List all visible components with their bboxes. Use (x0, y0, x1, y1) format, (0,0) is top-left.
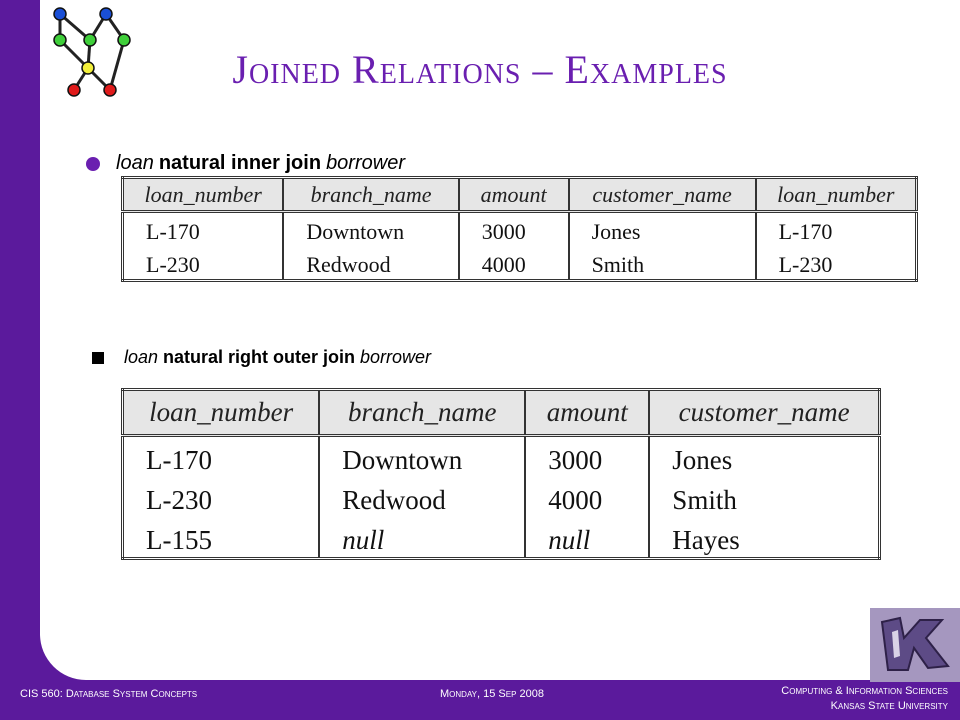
bullet2-rel1: loan (124, 347, 159, 367)
bullet-inner-join (86, 152, 405, 175)
footer-course: CIS 560: Database System Concepts (20, 688, 198, 700)
table-row (123, 477, 880, 517)
table-cell: L-155 (123, 517, 320, 559)
table-cell-null: null (319, 517, 525, 559)
footer-institution (781, 684, 948, 714)
table-cell: Smith (569, 246, 756, 281)
table-cell: Hayes (649, 517, 879, 559)
column-header: customer_name (649, 390, 879, 436)
bullet2-rel2: borrower (360, 347, 432, 367)
table-cell: Jones (569, 212, 756, 247)
table-cell: L-170 (756, 212, 917, 247)
table-cell: L-170 (123, 436, 320, 478)
table-cell: L-230 (123, 246, 284, 281)
bullet1-operator: natural inner join (158, 152, 322, 174)
table-row (123, 436, 880, 478)
table-cell: 4000 (525, 477, 649, 517)
table-cell: Redwood (283, 246, 458, 281)
kstate-powercat-logo-icon (870, 608, 960, 682)
table-cell: Redwood (319, 477, 525, 517)
table-cell: L-230 (756, 246, 917, 281)
bullet-right-outer-join (92, 347, 431, 368)
table-cell: L-230 (123, 477, 320, 517)
bullet1-rel2: borrower (326, 152, 405, 174)
table-header-row (123, 178, 917, 212)
footer-dept: Computing & Information Sciences (781, 685, 948, 697)
inner-join-result-table (121, 176, 918, 282)
column-header: amount (459, 178, 569, 212)
round-bullet-icon (86, 157, 100, 171)
column-header: amount (525, 390, 649, 436)
column-header: loan_number (123, 178, 284, 212)
bullet1-rel1: loan (116, 152, 154, 174)
column-header: customer_name (569, 178, 756, 212)
table-cell-null: null (525, 517, 649, 559)
slide-title: Joined Relations – Examples (232, 47, 728, 92)
column-header: branch_name (283, 178, 458, 212)
column-header: branch_name (319, 390, 525, 436)
table-row (123, 246, 917, 281)
table-header-row (123, 390, 880, 436)
footer-date: Monday, 15 Sep 2008 (440, 688, 544, 700)
table-cell: L-170 (123, 212, 284, 247)
footer-bar (0, 680, 960, 720)
table-cell: Smith (649, 477, 879, 517)
column-header: loan_number (123, 390, 320, 436)
table-cell: Downtown (283, 212, 458, 247)
table-cell: 3000 (459, 212, 569, 247)
table-cell: Downtown (319, 436, 525, 478)
table-cell: 4000 (459, 246, 569, 281)
column-header: loan_number (756, 178, 917, 212)
footer-univ: Kansas State University (830, 700, 948, 712)
square-bullet-icon (92, 352, 104, 364)
table-cell: Jones (649, 436, 879, 478)
bullet2-operator: natural right outer join (163, 347, 356, 367)
table-row (123, 517, 880, 559)
right-outer-join-result-table (121, 388, 881, 560)
table-cell: 3000 (525, 436, 649, 478)
table-row (123, 212, 917, 247)
slide-canvas (40, 0, 960, 680)
